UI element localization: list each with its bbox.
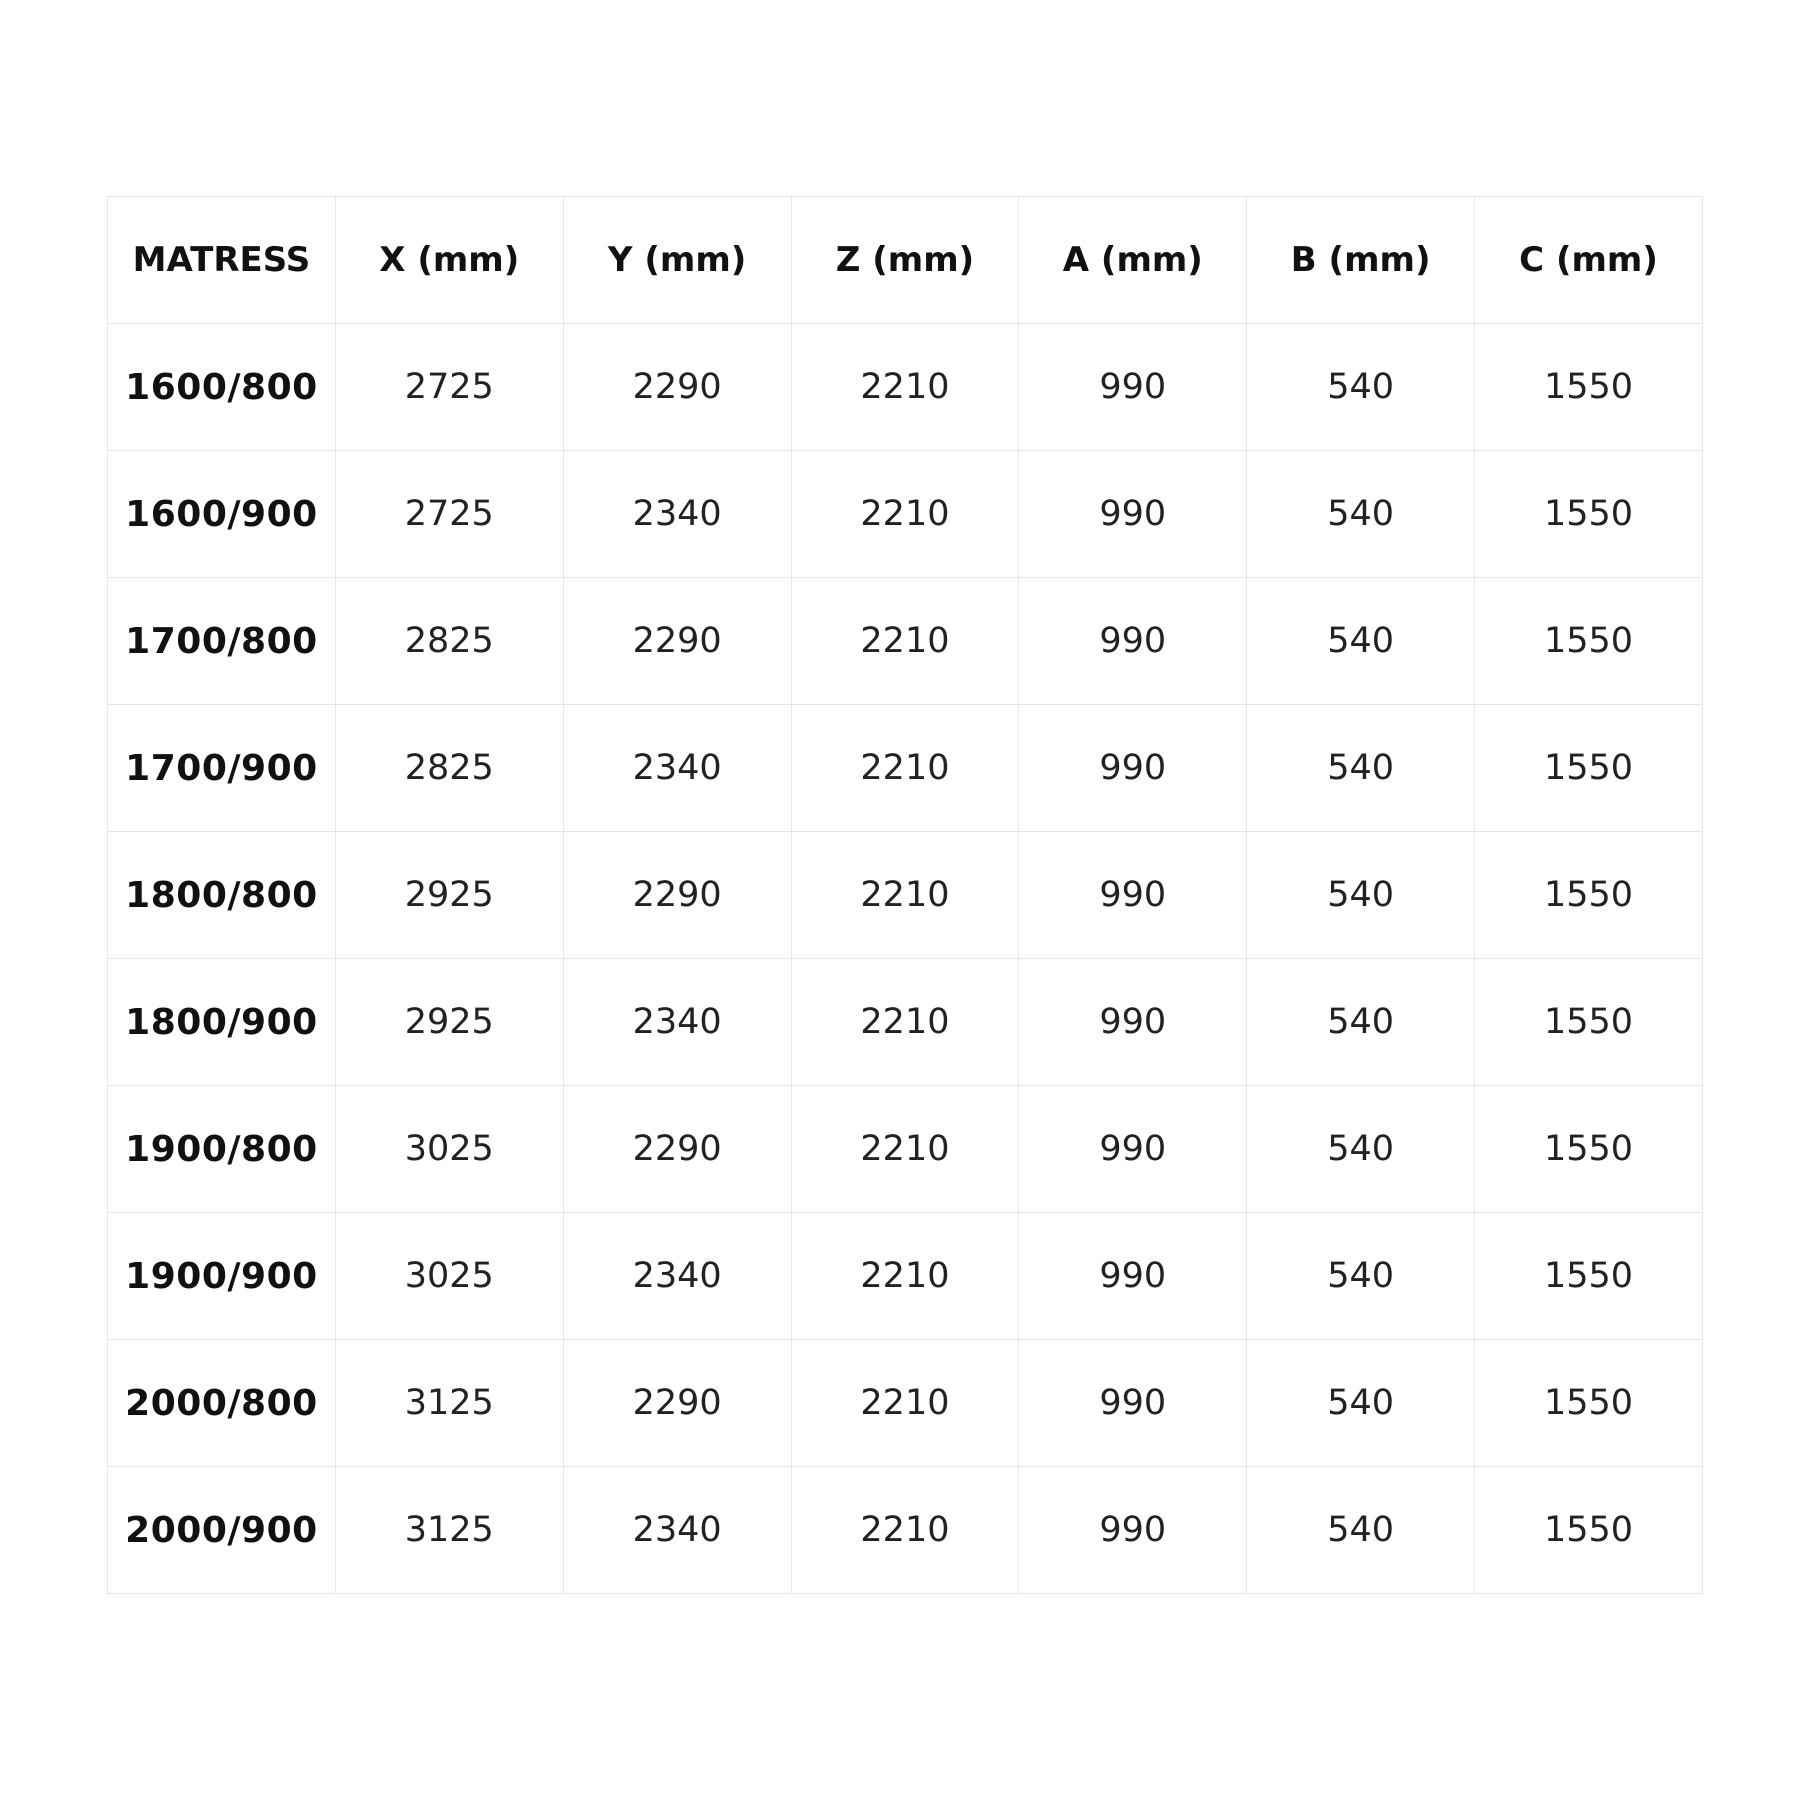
cell-c: 1550 bbox=[1475, 1340, 1703, 1467]
cell-x: 3125 bbox=[335, 1340, 563, 1467]
header-matress: MATRESS bbox=[108, 197, 336, 324]
cell-c: 1550 bbox=[1475, 578, 1703, 705]
cell-y: 2340 bbox=[563, 959, 791, 1086]
cell-y: 2340 bbox=[563, 1213, 791, 1340]
cell-x: 3125 bbox=[335, 1467, 563, 1594]
cell-b: 540 bbox=[1247, 1213, 1475, 1340]
table-row bbox=[108, 832, 1703, 959]
table-row bbox=[108, 959, 1703, 1086]
cell-y: 2290 bbox=[563, 578, 791, 705]
table-row bbox=[108, 705, 1703, 832]
row-label: 1800/800 bbox=[108, 832, 336, 959]
table-row bbox=[108, 324, 1703, 451]
table-row bbox=[108, 1213, 1703, 1340]
table-row bbox=[108, 1086, 1703, 1213]
row-label: 1700/900 bbox=[108, 705, 336, 832]
dimensions-table bbox=[107, 196, 1703, 1594]
row-label: 1900/800 bbox=[108, 1086, 336, 1213]
cell-y: 2340 bbox=[563, 451, 791, 578]
cell-b: 540 bbox=[1247, 324, 1475, 451]
cell-x: 2825 bbox=[335, 578, 563, 705]
cell-x: 2925 bbox=[335, 959, 563, 1086]
row-label: 2000/800 bbox=[108, 1340, 336, 1467]
table-row bbox=[108, 1467, 1703, 1594]
cell-z: 2210 bbox=[791, 451, 1019, 578]
table-row bbox=[108, 1340, 1703, 1467]
cell-x: 2725 bbox=[335, 451, 563, 578]
cell-a: 990 bbox=[1019, 324, 1247, 451]
cell-x: 3025 bbox=[335, 1086, 563, 1213]
table-row bbox=[108, 578, 1703, 705]
row-label: 1700/800 bbox=[108, 578, 336, 705]
header-z: Z (mm) bbox=[791, 197, 1019, 324]
cell-a: 990 bbox=[1019, 1467, 1247, 1594]
cell-c: 1550 bbox=[1475, 705, 1703, 832]
cell-a: 990 bbox=[1019, 705, 1247, 832]
cell-y: 2290 bbox=[563, 324, 791, 451]
cell-z: 2210 bbox=[791, 1467, 1019, 1594]
cell-y: 2340 bbox=[563, 1467, 791, 1594]
cell-z: 2210 bbox=[791, 1213, 1019, 1340]
row-label: 1600/800 bbox=[108, 324, 336, 451]
cell-c: 1550 bbox=[1475, 1086, 1703, 1213]
cell-y: 2290 bbox=[563, 832, 791, 959]
cell-b: 540 bbox=[1247, 959, 1475, 1086]
cell-z: 2210 bbox=[791, 1340, 1019, 1467]
cell-x: 2925 bbox=[335, 832, 563, 959]
header-y: Y (mm) bbox=[563, 197, 791, 324]
cell-x: 2825 bbox=[335, 705, 563, 832]
cell-z: 2210 bbox=[791, 324, 1019, 451]
header-c: C (mm) bbox=[1475, 197, 1703, 324]
cell-y: 2340 bbox=[563, 705, 791, 832]
cell-z: 2210 bbox=[791, 959, 1019, 1086]
dimensions-table-container bbox=[107, 196, 1703, 1594]
cell-y: 2290 bbox=[563, 1340, 791, 1467]
cell-c: 1550 bbox=[1475, 451, 1703, 578]
cell-z: 2210 bbox=[791, 705, 1019, 832]
cell-a: 990 bbox=[1019, 578, 1247, 705]
header-row bbox=[108, 197, 1703, 324]
cell-a: 990 bbox=[1019, 1213, 1247, 1340]
header-x: X (mm) bbox=[335, 197, 563, 324]
cell-z: 2210 bbox=[791, 832, 1019, 959]
cell-x: 3025 bbox=[335, 1213, 563, 1340]
cell-c: 1550 bbox=[1475, 959, 1703, 1086]
cell-c: 1550 bbox=[1475, 1213, 1703, 1340]
cell-c: 1550 bbox=[1475, 324, 1703, 451]
cell-c: 1550 bbox=[1475, 1467, 1703, 1594]
cell-a: 990 bbox=[1019, 1086, 1247, 1213]
cell-b: 540 bbox=[1247, 1086, 1475, 1213]
row-label: 2000/900 bbox=[108, 1467, 336, 1594]
cell-z: 2210 bbox=[791, 578, 1019, 705]
cell-a: 990 bbox=[1019, 959, 1247, 1086]
cell-b: 540 bbox=[1247, 451, 1475, 578]
cell-x: 2725 bbox=[335, 324, 563, 451]
cell-b: 540 bbox=[1247, 705, 1475, 832]
cell-b: 540 bbox=[1247, 578, 1475, 705]
row-label: 1900/900 bbox=[108, 1213, 336, 1340]
header-a: A (mm) bbox=[1019, 197, 1247, 324]
cell-y: 2290 bbox=[563, 1086, 791, 1213]
cell-b: 540 bbox=[1247, 1467, 1475, 1594]
header-b: B (mm) bbox=[1247, 197, 1475, 324]
cell-a: 990 bbox=[1019, 451, 1247, 578]
cell-z: 2210 bbox=[791, 1086, 1019, 1213]
row-label: 1800/900 bbox=[108, 959, 336, 1086]
cell-b: 540 bbox=[1247, 832, 1475, 959]
cell-c: 1550 bbox=[1475, 832, 1703, 959]
cell-a: 990 bbox=[1019, 832, 1247, 959]
row-label: 1600/900 bbox=[108, 451, 336, 578]
cell-a: 990 bbox=[1019, 1340, 1247, 1467]
cell-b: 540 bbox=[1247, 1340, 1475, 1467]
table-row bbox=[108, 451, 1703, 578]
